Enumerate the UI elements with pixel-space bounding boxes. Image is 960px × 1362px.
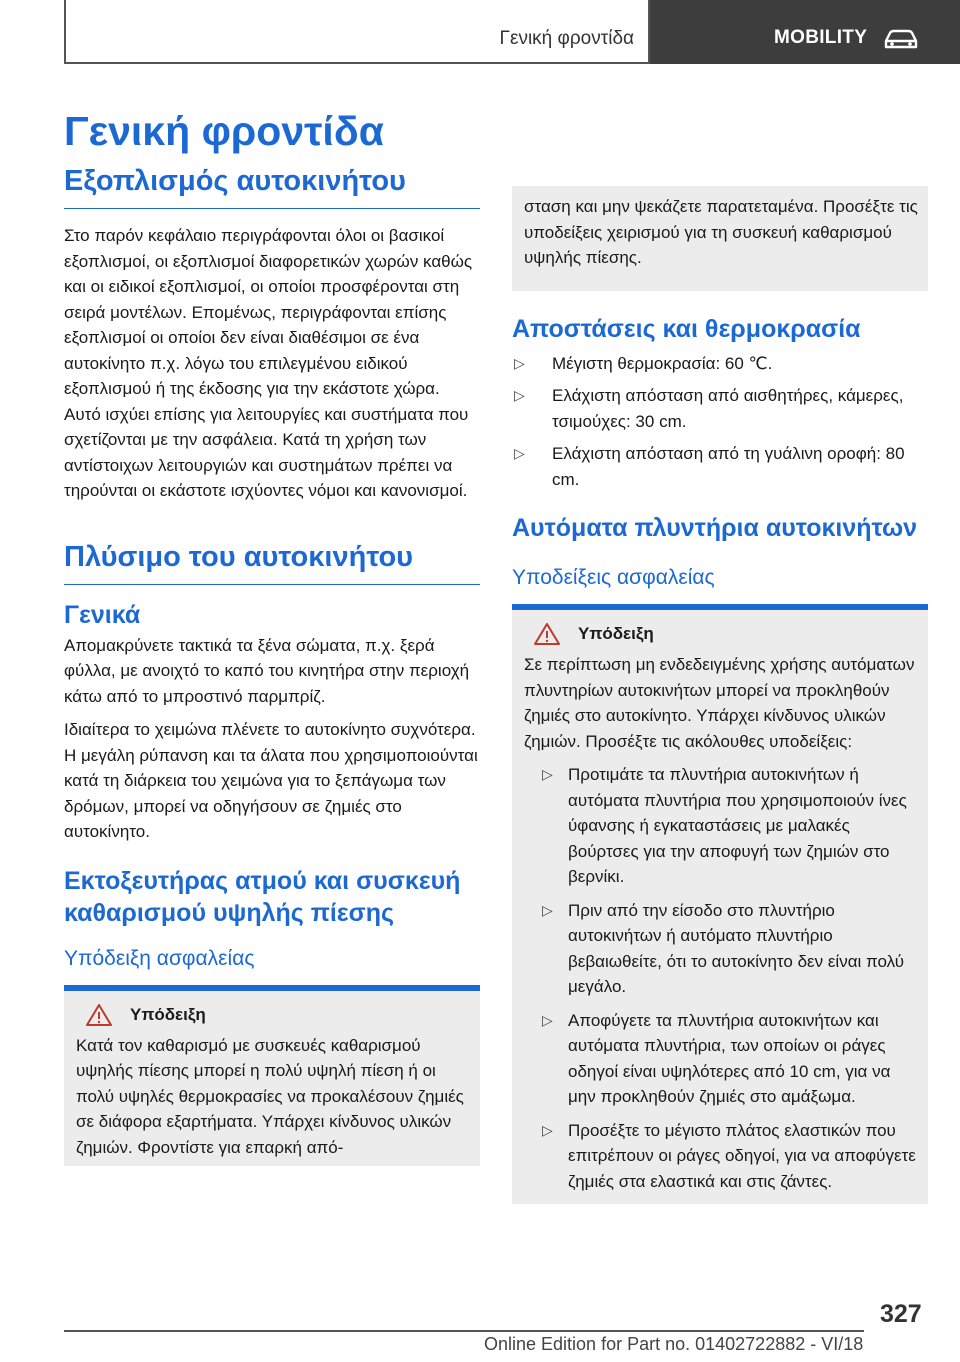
bullet-icon: ▷ xyxy=(514,387,525,403)
equipment-text: Στο παρόν κεφάλαιο περιγράφονται όλοι οι βασικοί εξοπλισμοί, οι εξοπλισμοί διαφορετικών χωρών καθώς και οι ειδικοί εξοπλισμοί, οι οποίοι προσφέρονται στη σειρά μοντέλων. Επομένως, περιγράφονται επίσης εξοπλισμοί οι οποίοι δεν είναι διαθέσιμοι σε ένα αυτοκίνητο π.χ. λόγω του επιλεγμένου ειδικού εξοπλισμού ή της έκδοσης για την εκάστοτε χώρα. Αυτό ισχύει επίσης για λειτουργίες και συστήματα που σχετίζονται με την ασφάλεια. Κατά τη χρήση των αντίστοιχων λειτουργιών και συστημάτων πρέπει να τηρούνται οι εκάστοτε ισχύοντες νόμοι και κανονισμοί. xyxy=(64,226,473,501)
footer-edition: Online Edition for Part no. 01402722882 - VI/18 xyxy=(484,1334,864,1354)
list-item-text: Ελάχιστη απόσταση από αισθητήρες, κάμερες, τσιμούχες: 30 cm. xyxy=(552,386,904,431)
general-heading: Γενικά xyxy=(64,600,141,629)
list-item xyxy=(512,383,928,434)
list-item xyxy=(524,1008,918,1110)
list-item xyxy=(524,898,918,1000)
page-title: Γενική φροντίδα xyxy=(64,108,384,154)
list-item-text: Ελάχιστη απόσταση από τη γυάλινη οροφή: 80 cm. xyxy=(552,444,905,489)
note-box xyxy=(64,991,480,1167)
left-column xyxy=(64,164,480,1166)
car-wash-safety-heading: Υποδείξεις ασφαλείας xyxy=(512,566,715,589)
footer-divider xyxy=(64,1330,864,1332)
distances-list xyxy=(512,351,928,493)
list-item xyxy=(524,1118,918,1195)
right-column xyxy=(512,186,928,1204)
note-header xyxy=(524,622,918,646)
note-continuation-box xyxy=(512,186,928,291)
bullet-icon: ▷ xyxy=(514,354,525,371)
list-item-text: Προσέξτε το μέγιστο πλάτος ελαστικών που επιτρέπουν οι ράγες οδηγοί, για να αποφύγετε ζημιές στα ελαστικά και στις ζάντες. xyxy=(568,1120,916,1191)
safety-note-heading: Υπόδειξη ασφαλείας xyxy=(64,946,255,970)
car-wash-note-text: Σε περίπτωση μη ενδεδειγμένης χρήσης αυτόματων πλυντηρίων αυτοκινήτων μπορεί να προκληθούν ζημιές στο αυτοκίνητο. Υπάρχει κίνδυνος υλικών ζημιών. Προσέξτε τις ακόλουθες υποδείξεις: xyxy=(524,655,915,751)
warning-icon xyxy=(534,622,560,646)
car-wash-note-box xyxy=(512,610,928,1204)
bullet-icon: ▷ xyxy=(542,766,553,782)
car-icon xyxy=(882,28,920,50)
wash-heading: Πλύσιμο του αυτοκινήτου xyxy=(64,540,480,585)
header-section-box xyxy=(64,0,650,64)
warning-icon xyxy=(86,1003,112,1027)
bullet-icon: ▷ xyxy=(542,1011,553,1028)
list-item-text: Πριν από την είσοδο στο πλυντήριο αυτοκινήτων ή αυτόματο πλυντήριο βεβαιωθείτε, ότι το αυτοκίνητο δεν είναι πολύ μεγάλο. xyxy=(568,900,905,996)
list-item-text: Προτιμάτε τα πλυντήρια αυτοκινήτων ή αυτόματα πλυντήρια που χρησιμοποιούν ίνες ύφανσης ή εγκαταστάσεις με μαλακές βούρτσες για την αποφυγή των ζημιών στο βερνίκι. xyxy=(568,765,907,886)
header-mobility-label: MOBILITY xyxy=(774,27,868,48)
header-mobility-tab xyxy=(650,0,960,64)
header-section-title: Γενική φροντίδα xyxy=(499,28,634,49)
page-number: 327 xyxy=(880,1300,922,1328)
bullet-icon: ▷ xyxy=(514,445,525,461)
note-label: Υπόδειξη xyxy=(578,624,654,643)
distances-heading: Αποστάσεις και θερμοκρασία xyxy=(512,314,861,343)
bullet-icon: ▷ xyxy=(542,1121,553,1138)
list-item xyxy=(512,441,928,492)
general-paragraph-1: Απομακρύνετε τακτικά τα ξένα σώματα, π.χ. ξερά φύλλα, με ανοιχτό το καπό του κινητήρα στην περιοχή κάτω από το μπροστινό παρμπρίζ. xyxy=(64,635,470,706)
steam-cleaner-heading: Εκτοξευτήρας ατμού και συσκευή καθαρισμού υψηλής πίεσης xyxy=(64,866,461,927)
list-item xyxy=(524,762,918,890)
list-item-text: Αποφύγετε τα πλυντήρια αυτοκινήτων και αυτόματα πλυντήρια, των οποίων οι ράγες οδηγοί είναι υψηλότερες από 10 cm, για να μην προκληθούν ζημιές στο αμάξωμα. xyxy=(568,1010,891,1106)
note-continuation-text: σταση και μην ψεκάζετε παρατεταμένα. Προσέξτε τις υποδείξεις χειρισμού για τη συσκευή καθαρισμού υψηλής πίεσης. xyxy=(524,197,918,267)
note-header xyxy=(76,1003,470,1027)
bullet-icon: ▷ xyxy=(542,901,553,918)
note-label: Υπόδειξη xyxy=(130,1004,206,1024)
equipment-heading: Εξοπλισμός αυτοκινήτου xyxy=(64,164,480,209)
car-wash-note-list xyxy=(524,762,918,1194)
list-item-text: Μέγιστη θερμοκρασία: 60 ℃. xyxy=(552,353,773,373)
general-paragraph-2: Ιδιαίτερα το χειμώνα πλένετε το αυτοκίνητο συχνότερα. Η μεγάλη ρύπανση και τα άλατα που χρησιμοποιούνται κατά τη διάρκεια του χειμώνα για το ξεπάγωμα των δρόμων, μπορεί να οδηγήσουν σε ζημιές στο αυτοκίνητο. xyxy=(64,720,478,842)
list-item xyxy=(512,351,928,377)
car-wash-heading: Αυτόματα πλυντήρια αυτοκινήτων xyxy=(512,514,918,542)
note-text: Κατά τον καθαρισμό με συσκευές καθαρισμού υψηλής πίεσης μπορεί η πολύ υψηλή πίεση ή οι πολύ υψηλές θερμοκρασίες να προκαλέσουν ζημιές σε διάφορα εξαρτήματα. Υπάρχει κίνδυνος υλικών ζημιών. Φροντίστε για επαρκή από- xyxy=(76,1035,464,1157)
